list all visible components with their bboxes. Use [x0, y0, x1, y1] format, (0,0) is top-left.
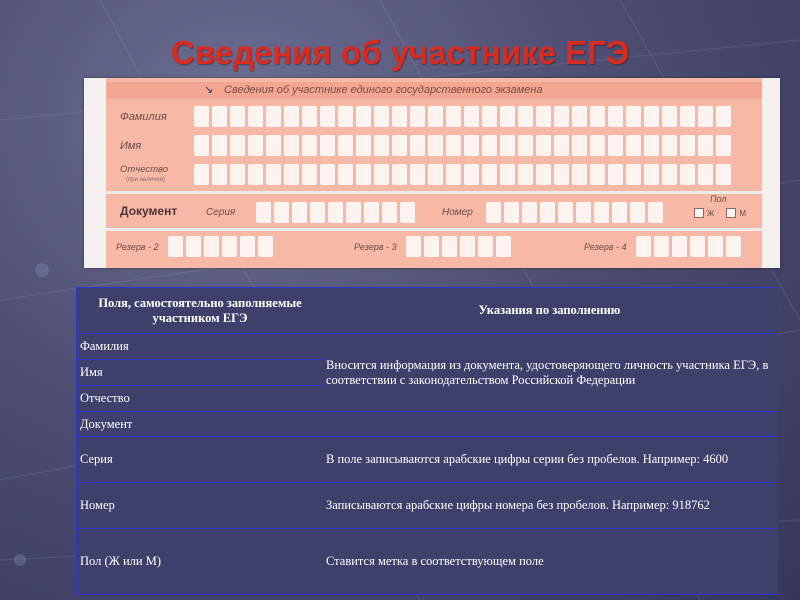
row-series: Серия	[77, 437, 322, 483]
header-fields: Поля, самостоятельно заполняемые участником ЕГЭ	[77, 288, 322, 334]
form-cell	[230, 106, 245, 127]
gender-instruction: Ставится метка в соответствующем поле	[322, 529, 778, 595]
form-cell	[698, 106, 713, 127]
form-cell	[572, 135, 587, 156]
form-cell	[690, 236, 705, 257]
form-cell	[576, 202, 591, 223]
form-cell	[266, 164, 281, 185]
form-cell	[410, 135, 425, 156]
form-cell	[230, 135, 245, 156]
form-cell	[256, 202, 271, 223]
form-cell	[320, 106, 335, 127]
form-cell	[464, 135, 479, 156]
form-cell	[536, 164, 551, 185]
form-cell	[392, 164, 407, 185]
form-cell	[662, 106, 677, 127]
form-cell	[608, 135, 623, 156]
form-sample-image	[84, 78, 780, 268]
form-cell	[662, 164, 677, 185]
number-label: Номер	[442, 207, 473, 218]
form-cell	[186, 236, 201, 257]
form-cell	[716, 164, 731, 185]
form-cell	[644, 106, 659, 127]
form-cell	[698, 164, 713, 185]
form-cell	[338, 135, 353, 156]
form-cell	[194, 106, 209, 127]
reserve2-cells	[168, 236, 273, 257]
row-gender: Пол (Ж или М)	[77, 529, 322, 595]
form-cell	[406, 236, 421, 257]
form-cell	[716, 106, 731, 127]
form-cell	[424, 236, 439, 257]
form-cell	[496, 236, 511, 257]
form-cell	[464, 164, 479, 185]
form-cell	[446, 135, 461, 156]
form-cell	[464, 106, 479, 127]
form-cell	[486, 202, 501, 223]
form-cell	[482, 164, 497, 185]
form-cell	[284, 135, 299, 156]
surname-label: Фамилия	[120, 111, 167, 123]
form-cell	[248, 164, 263, 185]
form-cell	[654, 236, 669, 257]
form-cell	[400, 202, 415, 223]
form-cell	[292, 202, 307, 223]
form-cell	[374, 164, 389, 185]
form-cell	[698, 135, 713, 156]
form-cell	[590, 106, 605, 127]
reserve4-cells	[636, 236, 741, 257]
form-cell	[590, 135, 605, 156]
reserve3-cells	[406, 236, 511, 257]
patronymic-note: (при наличии)	[126, 177, 165, 183]
form-cell	[212, 106, 227, 127]
form-cell	[266, 135, 281, 156]
form-cell	[518, 164, 533, 185]
row-patronymic: Отчество	[77, 386, 322, 412]
form-header: ↘ Сведения об участнике единого государственного экзамена	[106, 82, 762, 99]
form-cell	[374, 106, 389, 127]
form-cell	[320, 164, 335, 185]
form-cell	[726, 236, 741, 257]
form-cell	[428, 106, 443, 127]
form-cell	[572, 106, 587, 127]
form-cell	[590, 164, 605, 185]
reserve4-label: Резерв - 4	[584, 242, 627, 252]
row-name: Имя	[77, 360, 322, 386]
form-cell	[482, 106, 497, 127]
form-cell	[428, 164, 443, 185]
patronymic-cells	[194, 164, 731, 185]
document-label: Документ	[120, 204, 178, 218]
form-cell	[240, 236, 255, 257]
form-cell	[536, 135, 551, 156]
form-cell	[194, 164, 209, 185]
form-cell	[266, 106, 281, 127]
series-instruction: В поле записываются арабские цифры серии без пробелов. Например: 4600	[322, 437, 778, 483]
patronymic-label: Отчество (при наличии)	[120, 164, 169, 183]
gender-options	[694, 208, 746, 218]
form-cell	[558, 202, 573, 223]
form-cell	[212, 164, 227, 185]
form-cell	[648, 202, 663, 223]
form-cell	[626, 164, 641, 185]
form-cell	[446, 106, 461, 127]
form-cell	[302, 106, 317, 127]
form-cell	[594, 202, 609, 223]
checkbox-icon	[726, 208, 736, 218]
form-cell	[302, 135, 317, 156]
form-cell	[248, 106, 263, 127]
fio-instruction: Вносится информация из документа, удостоверяющего личность участника ЕГЭ, в соответствии с законодательством Российской Федерации	[322, 334, 778, 412]
form-cell	[636, 236, 651, 257]
table-row	[77, 529, 778, 595]
gender-label: Пол	[710, 194, 727, 204]
name-cells	[194, 135, 731, 156]
form-cell	[258, 236, 273, 257]
form-cell	[442, 236, 457, 257]
form-cell	[392, 135, 407, 156]
form-cell	[478, 236, 493, 257]
form-cell	[680, 135, 695, 156]
form-cell	[518, 106, 533, 127]
form-cell	[212, 135, 227, 156]
form-cell	[356, 135, 371, 156]
form-cell	[230, 164, 245, 185]
form-cell	[338, 106, 353, 127]
form-cell	[608, 164, 623, 185]
form-cell	[630, 202, 645, 223]
surname-cells	[194, 106, 731, 127]
form-cell	[310, 202, 325, 223]
form-cell	[302, 164, 317, 185]
form-cell	[248, 135, 263, 156]
table-header-row	[77, 288, 778, 334]
form-cell	[644, 135, 659, 156]
form-cell	[338, 164, 353, 185]
reserve2-label: Резерв - 2	[116, 242, 159, 252]
header-instructions: Указания по заполнению	[322, 288, 778, 334]
form-cell	[364, 202, 379, 223]
form-cell	[328, 202, 343, 223]
form-cell	[356, 164, 371, 185]
series-label: Серия	[206, 207, 236, 218]
number-cells	[486, 202, 663, 223]
reserve3-label: Резерв - 3	[354, 242, 397, 252]
form-cell	[222, 236, 237, 257]
form-cell	[518, 135, 533, 156]
form-cell	[284, 106, 299, 127]
form-cell	[612, 202, 627, 223]
form-cell	[554, 106, 569, 127]
form-cell	[410, 164, 425, 185]
form-cell	[374, 135, 389, 156]
form-cell	[662, 135, 677, 156]
table-row	[77, 412, 778, 437]
form-cell	[626, 106, 641, 127]
form-cell	[540, 202, 555, 223]
form-cell	[356, 106, 371, 127]
form-cell	[284, 164, 299, 185]
form-cell	[410, 106, 425, 127]
form-cell	[716, 135, 731, 156]
form-cell	[522, 202, 537, 223]
form-cell	[680, 164, 695, 185]
row-number: Номер	[77, 483, 322, 529]
form-cell	[168, 236, 183, 257]
form-cell	[680, 106, 695, 127]
form-cell	[536, 106, 551, 127]
form-cell	[204, 236, 219, 257]
form-cell	[554, 164, 569, 185]
table-row	[77, 334, 778, 360]
form-cell	[500, 135, 515, 156]
form-cell	[500, 106, 515, 127]
table-row	[77, 483, 778, 529]
form-cell	[626, 135, 641, 156]
form-cell	[446, 164, 461, 185]
arrow-icon: ↘	[204, 84, 214, 96]
form-cell	[500, 164, 515, 185]
number-instruction: Записываются арабские цифры номера без пробелов. Например: 918762	[322, 483, 778, 529]
form-cell	[672, 236, 687, 257]
form-cell	[554, 135, 569, 156]
checkbox-icon	[694, 208, 704, 218]
form-cell	[428, 135, 443, 156]
form-cell	[392, 106, 407, 127]
form-cell	[644, 164, 659, 185]
row-document: Документ	[77, 412, 778, 437]
form-divider	[106, 191, 762, 194]
form-cell	[504, 202, 519, 223]
form-cell	[274, 202, 289, 223]
form-cell	[708, 236, 723, 257]
gender-m-option: М	[726, 208, 746, 218]
series-cells	[256, 202, 415, 223]
name-label: Имя	[120, 140, 142, 152]
form-cell	[382, 202, 397, 223]
table-row	[77, 437, 778, 483]
form-cell	[460, 236, 475, 257]
form-panel	[106, 78, 762, 268]
instructions-table	[76, 287, 778, 595]
row-surname: Фамилия	[77, 334, 322, 360]
form-cell	[608, 106, 623, 127]
gender-f-option: Ж	[694, 208, 714, 218]
form-cell	[320, 135, 335, 156]
form-divider	[106, 228, 762, 231]
form-cell	[572, 164, 587, 185]
slide-title: Сведения об участнике ЕГЭ	[170, 34, 630, 71]
form-cell	[346, 202, 361, 223]
form-cell	[194, 135, 209, 156]
form-cell	[482, 135, 497, 156]
